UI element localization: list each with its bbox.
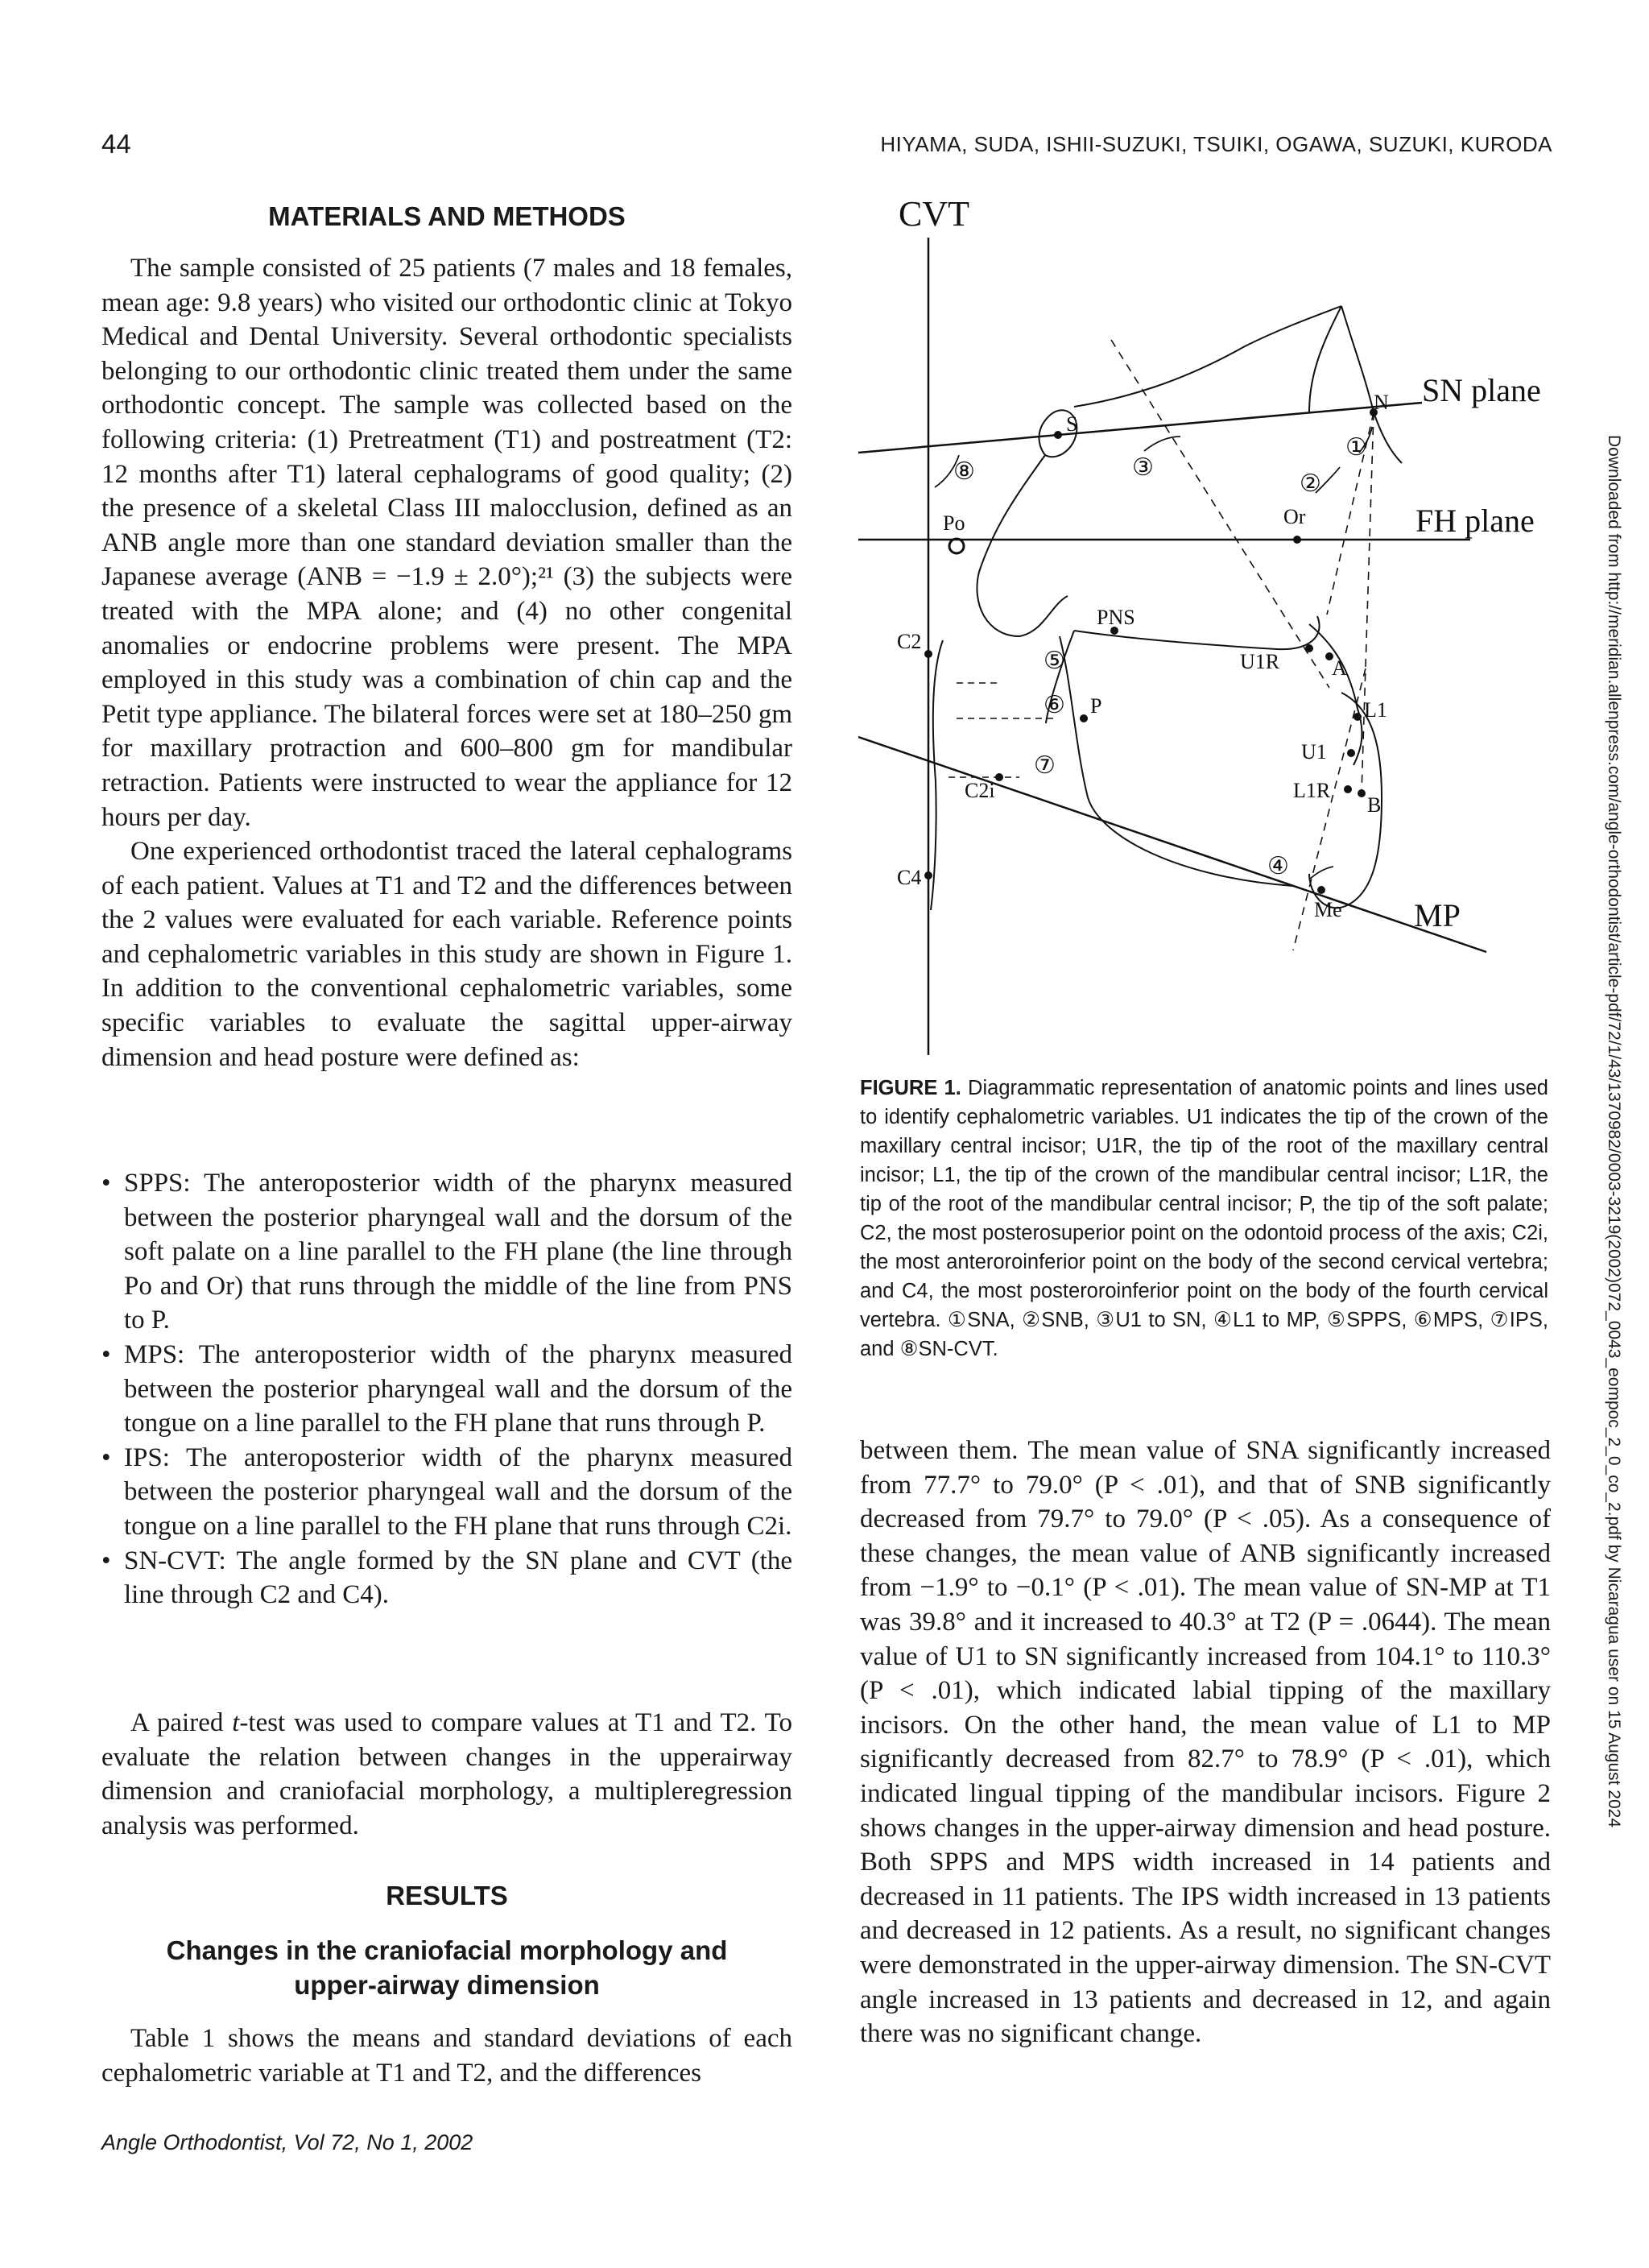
paired-test-post: -test was used to compare values at T1 and T2. To evaluate the relation between changes in the upperairway dimension and craniofacial morphology, a multipleregression analysis was performed. [101,1708,792,1840]
label-me: Me [1314,898,1342,921]
point-or [1293,536,1301,544]
bullet-sn-cvt: • SN-CVT: The angle formed by the SN plane and CVT (the line through C2 and C4). [101,1544,792,1612]
running-head: HIYAMA, SUDA, ISHII-SUZUKI, TSUIKI, OGAWA, SUZUKI, KURODA [880,132,1552,156]
materials-body [101,251,792,1074]
label-angle-1: ① [1345,434,1367,461]
sn-plane-line [858,403,1422,453]
label-angle-7: ⑦ [1034,752,1056,779]
point-u1r [1305,644,1313,652]
point-c2i [995,773,1003,781]
point-p [1080,714,1088,722]
label-c2: C2 [897,630,922,653]
label-l1r: L1R [1293,779,1331,802]
porion-circle [949,539,964,553]
mandibular-plane-line [858,737,1486,952]
label-u1: U1 [1301,740,1327,764]
page-number: 44 [101,129,131,159]
label-fh-plane: FH plane [1415,503,1535,539]
label-pns: PNS [1097,606,1135,629]
point-l1 [1354,713,1362,721]
label-c2i: C2i [965,779,995,802]
label-n: N [1374,391,1389,414]
point-c4 [924,871,932,879]
label-or: Or [1283,505,1306,528]
results-paragraph-1-text: Table 1 shows the means and standard deviations of each cephalometric variable at T1 and T2, and the differences [101,2024,792,2088]
point-me [1317,886,1325,894]
cephalometric-diagram [858,185,1567,1055]
label-s: S [1066,412,1078,436]
results-subheading [101,1933,792,2002]
journal-footer: Angle Orthodontist, Vol 72, No 1, 2002 [101,2130,473,2154]
paired-test-pre: A paired [130,1708,233,1737]
materials-paragraph-3 [101,1706,792,1843]
figure-caption-text: Diagrammatic representation of anatomic points and lines used to identify cephalometric variables. U1 indicates the tip of the crown of the maxillary central incisor; U1R, the tip of the root of the maxillary central incisor; L1, the tip of the crown of the mandibular central incisor; L1R, the tip of the root of the mandibular central incisor; P, the tip of the soft palate; C2, the most posterosuperior point on the odontoid process of the axis; C2i, the most anteroroinferior point on the body of the second cervical vertebra; and C4, the most posteroroinferior point on the body of the fourth cervical vertebra. ①SNA, ②SNB, ③U1 to SN, ④L1 to MP, ⑤SPPS, ⑥MPS, ⑦IPS, and ⑧SN-CVT. [860,1077,1548,1360]
label-sn-plane: SN plane [1422,372,1541,408]
bullet-spps: • SPPS: The anteroposterior width of the pharynx measured between the posterior pharyngeal wall and the dorsum of the soft palate on a line parallel to the FH plane (the line through Po and Or) that runs through the middle of the line from PNS to P. [101,1166,792,1338]
posterior-maxilla-outline [977,455,1068,636]
figure-caption-label: FIGURE 1. [860,1077,961,1099]
label-angle-3: ③ [1132,454,1154,481]
download-note [1599,435,1631,2046]
section-heading-materials: MATERIALS AND METHODS [268,201,626,231]
results-paragraph-1 [101,2022,792,2090]
results-subheading-line-1: Changes in the craniofacial morphology and [166,1935,728,1965]
label-p: P [1090,694,1102,718]
arc-angle-3 [1144,437,1180,451]
arc-angle-4 [1309,867,1333,879]
section-heading-results: RESULTS [386,1881,508,1910]
posterior-pharyngeal-wall [931,640,943,910]
label-angle-5: ⑤ [1044,648,1065,674]
results-subheading-line-2: upper-airway dimension [294,1970,600,2000]
bullet-ips: • IPS: The anteroposterior width of the pharynx measured between the posterior pharyngeal wall and the dorsum of the tongue on a line parallel to the FH plane that runs through C2i. [101,1441,792,1544]
label-c4: C4 [897,866,922,889]
label-angle-4: ④ [1267,853,1289,879]
anterior-cranial-base [1074,306,1341,407]
label-angle-2: ② [1300,470,1321,497]
figure-caption [860,1074,1548,1364]
label-mp: MP [1414,897,1461,933]
label-b: B [1367,793,1382,817]
label-u1r: U1R [1240,650,1280,673]
nb-dashed [1362,412,1374,793]
orbit-outline [1309,306,1341,412]
point-s [1054,431,1062,439]
t-italic: t [232,1708,240,1737]
materials-paragraph-2: One experienced orthodontist traced the lateral cephalograms of each patient. Values at T1 and T2 and the differences between the 2 values were evaluated for each variable. Reference points and cephalometric variables in this study are shown in Figure 1. In addition to the conventional cephalometric variables, some specific variables to evaluate the sagittal upper-airway dimension and head posture were defined as: [101,837,792,1072]
point-u1 [1347,749,1355,757]
label-a: A [1332,656,1347,680]
results-continued-text: between them. The mean value of SNA significantly increased from 77.7° to 79.0° (P < .01), and that of SNB significantly decreased from 79.7° to 79.0° (P < .05). As a consequence of these changes, the mean value of ANB significantly increased from −1.9° to −0.1° (P < .01). The mean value of SN-MP at T1 was 39.8° and it increased to 40.3° at T2 (P = .0644). The mean value of U1 to SN significantly increased from 104.1° to 110.3° (P < .01), which indicated labial tipping of the maxillary incisors. On the other hand, the mean value of L1 to MP significantly decreased from 82.7° to 78.9° (P < .01), which indicated lingual tipping of the mandibular incisors. Figure 2 shows changes in the upper-airway dimension and head posture. Both SPPS and MPS width increased in 14 patients and decreased in 11 patients. The IPS width increased in 13 patients and decreased in 12 patients. As a result, no significant changes were demonstrated in the upper-airway dimension. The SN-CVT angle increased in 13 patients and decreased in 12, and again there was no significant change. [860,1436,1551,2049]
point-b [1358,789,1366,797]
label-l1: L1 [1364,698,1387,722]
bullet-mps: • MPS: The anteroposterior width of the pharynx measured between the posterior pharyngeal wall and the dorsum of the tongue on a line parallel to the FH plane that runs through P. [101,1338,792,1441]
label-cvt: CVT [899,194,969,234]
point-c2 [924,650,932,658]
download-note-text: Downloaded from http://meridian.allenpress.com/angle-orthodontist/article-pdf/72/1/43/1370982/0003-3219(2002)072_0043_eompoc_2_0_co_2.pdf by Nicaragua user on 15 August 2024 [1605,435,1623,1828]
results-continued [860,1434,1551,2051]
tongue-outline [1060,636,1293,886]
label-angle-8: ⑧ [953,458,975,485]
point-l1r [1344,785,1352,793]
label-angle-6: ⑥ [1044,692,1065,718]
label-po: Po [943,511,965,535]
variable-definitions [101,1166,792,1612]
materials-paragraph-1: The sample consisted of 25 patients (7 males and 18 females, mean age: 9.8 years) who visited our orthodontic clinic at Tokyo Medical and Dental University. Several orthodontic specialists belonging to our orthodontic clinic treated them under the same orthodontic concept. The sample was collected based on the following criteria: (1) Pretreatment (T1) and postreatment (T2: 12 months after T1) lateral cephalograms of good quality; (2) the presence of a skeletal Class III malocclusion, defined as an ANB angle more than one standard deviation smaller than the Japanese average (ANB = −1.9 ± 2.0°);²¹ (3) the subjects were treated with the MPA alone; and (4) no other congenital anomalies or endocrine problems were present. The MPA employed in this study was a combination of chin cap and the Petit type appliance. The bilateral forces were set at 180–250 gm for maxillary protraction and 600–800 gm for mandibular retraction. Patients were instructed to wear the appliance for 12 hours per day. [101,254,792,832]
